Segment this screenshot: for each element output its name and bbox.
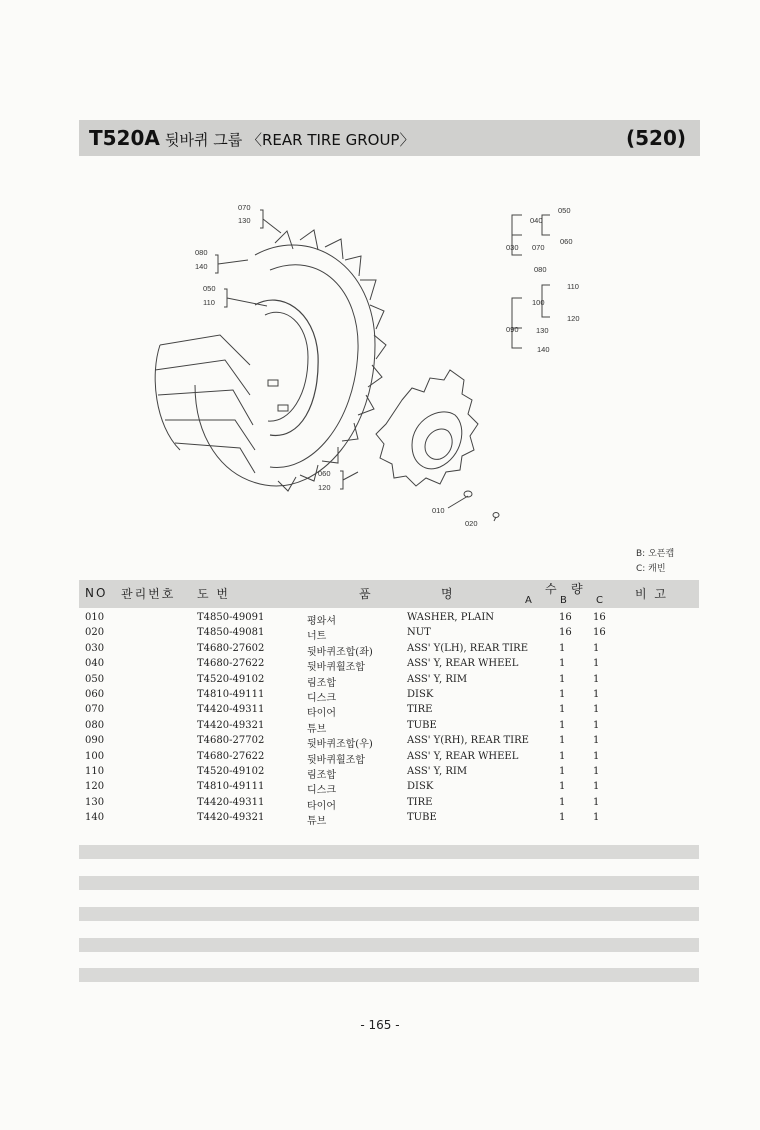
table-row [79,657,699,672]
row-korean-name: 디스크 [307,785,336,797]
legend-label: 080 [534,265,547,274]
row-korean-name: 타이어 [307,800,336,812]
row-korean-name: 타이어 [307,708,336,720]
row-qty-c: 1 [593,735,600,747]
row-no: 120 [85,781,105,793]
callout-label: 120 [318,483,331,492]
row-no: 140 [85,812,105,824]
tire-illustration [140,195,600,535]
row-no: 100 [85,750,105,762]
row-korean-name: 튜브 [307,723,327,735]
row-english-name: TUBE [407,812,437,824]
row-no: 030 [85,642,105,654]
row-part-number: T4420-49321 [197,812,265,824]
row-english-name: WASHER, PLAIN [407,612,495,623]
row-qty-c: 1 [593,642,600,654]
row-part-number: T4680-27602 [197,642,265,654]
legend-label: 090 [506,325,519,334]
row-part-number: T4680-27702 [197,735,265,747]
row-qty-b: 1 [559,796,566,808]
row-korean-name: 뒷바퀴조합(우) [307,739,373,751]
row-part-number: T4420-49321 [197,719,265,731]
row-no: 050 [85,673,105,685]
row-qty-c: 1 [593,750,600,762]
row-korean-name: 림조합 [307,770,336,781]
row-korean-name: 튜브 [307,816,327,828]
row-qty-c: 1 [593,719,600,731]
table-row [79,734,699,749]
row-no: 040 [85,658,105,670]
row-no: 080 [85,719,105,731]
row-korean-name: 평와셔 [307,616,336,627]
row-english-name: NUT [407,627,431,639]
row-english-name: DISK [407,781,434,793]
col-qty-a: 수 [545,582,559,596]
row-qty-b: 1 [559,673,566,685]
row-no: 130 [85,796,105,808]
row-english-name: DISK [407,689,434,700]
note-open-cab: B: 오픈캡 [636,549,675,559]
row-part-number: T4680-27622 [197,658,265,670]
table-row [79,750,699,765]
row-korean-name: 뒷바퀴휠조합 [307,662,365,674]
callout-label: 110 [203,298,215,307]
row-qty-b: 1 [559,642,566,654]
table-row [79,703,699,718]
col-name-a: 품 [359,587,373,601]
col-name-b: 명 [441,587,455,601]
row-qty-b: 16 [559,612,572,623]
table-row [79,780,699,795]
legend-label: 030 [506,243,519,252]
row-no: 070 [85,704,105,716]
row-qty-c: 1 [593,658,600,670]
col-remark: 비 고 [635,587,668,601]
legend-label: 040 [530,216,543,225]
row-qty-b: 1 [559,719,566,731]
row-english-name: ASS' Y, REAR WHEEL [407,658,519,670]
row-qty-b: 1 [559,781,566,793]
legend-label: 140 [537,345,550,354]
row-english-name: ASS' Y, RIM [407,766,468,777]
model-notes [636,547,674,577]
row-no: 020 [85,627,105,639]
row-part-number: T4850-49081 [197,627,265,639]
row-no: 110 [85,766,105,777]
table-row [79,611,699,626]
row-part-number: T4680-27622 [197,750,265,762]
row-qty-b: 1 [559,812,566,824]
row-qty-c: 1 [593,812,600,824]
table-row [79,673,699,688]
row-korean-name: 림조합 [307,677,336,689]
row-english-name: TIRE [407,704,433,716]
legend-label: 060 [560,237,573,246]
row-qty-b: 1 [559,766,566,777]
page-number: - 165 - [360,1018,400,1032]
table-row [79,642,699,657]
row-english-name: ASS' Y, REAR WHEEL [407,750,519,762]
row-part-number: T4520-49102 [197,673,265,685]
row-qty-c: 16 [593,627,606,639]
row-english-name: TIRE [407,796,433,808]
row-no: 090 [85,735,105,747]
table-row [79,796,699,811]
rear-tire-exploded-diagram [140,195,600,535]
row-part-number: T4420-49311 [197,796,265,808]
callout-label: 130 [238,216,251,225]
row-part-number: T4520-49102 [197,766,265,777]
row-qty-c: 1 [593,689,600,700]
row-no: 060 [85,689,105,700]
row-qty-c: 1 [593,796,600,808]
row-korean-name: 디스크 [307,693,336,704]
legend-label: 130 [536,326,549,335]
row-qty-c: 16 [593,612,606,623]
row-korean-name: 뒷바퀴휠조합 [307,754,365,766]
row-part-number: T4850-49091 [197,612,265,623]
empty-row [79,876,699,890]
row-english-name: TUBE [407,719,437,731]
table-row [79,811,699,826]
callout-label: 140 [195,262,208,271]
empty-row [79,907,699,921]
note-cabin: C: 캐빈 [636,564,666,574]
section-header [79,120,700,156]
row-part-number: T4810-49111 [197,781,265,793]
row-english-name: ASS' Y(RH), REAR TIRE [407,735,529,747]
row-qty-b: 16 [559,627,572,639]
section-code: T520A [89,126,160,150]
row-korean-name: 너트 [307,631,327,643]
table-row [79,626,699,641]
col-part-number: 도 번 [197,587,230,601]
legend-label: 110 [567,282,579,291]
row-qty-b: 1 [559,735,566,747]
row-qty-c: 1 [593,673,600,685]
col-c: C [596,595,603,606]
row-english-name: ASS' Y(LH), REAR TIRE [407,642,529,654]
col-no: NO [85,586,108,600]
table-row [79,765,699,780]
empty-row [79,845,699,859]
row-part-number: T4420-49311 [197,704,265,716]
row-qty-b: 1 [559,750,566,762]
callout-label: 080 [195,248,208,257]
table-row [79,719,699,734]
callout-label: 070 [238,203,251,212]
row-qty-b: 1 [559,704,566,716]
section-number: (520) [625,126,686,150]
row-qty-c: 1 [593,766,600,777]
legend-label: 100 [532,298,545,307]
row-english-name: ASS' Y, RIM [407,673,468,685]
legend-label: 070 [532,243,545,252]
col-b: B [560,595,567,606]
row-no: 010 [85,612,105,623]
legend-label: 120 [567,314,580,323]
empty-row [79,968,699,982]
row-qty-b: 1 [559,689,566,700]
row-part-number: T4810-49111 [197,689,265,700]
row-qty-c: 1 [593,781,600,793]
col-qty-b: 량 [571,582,585,596]
row-qty-c: 1 [593,704,600,716]
callout-label: 020 [465,519,478,528]
callout-label: 050 [203,284,216,293]
callout-label: 060 [318,469,331,478]
empty-row [79,938,699,952]
col-a: A [525,595,532,606]
col-mgmt-no: 관리번호 [121,587,176,601]
parts-table-header [79,580,699,608]
row-qty-b: 1 [559,658,566,670]
legend-label: 050 [558,206,571,215]
table-row [79,688,699,703]
section-title: 뒷바퀴 그룹 〈REAR TIRE GROUP〉 [165,131,415,149]
callout-label: 010 [432,506,445,515]
row-korean-name: 뒷바퀴조합(좌) [307,646,373,658]
